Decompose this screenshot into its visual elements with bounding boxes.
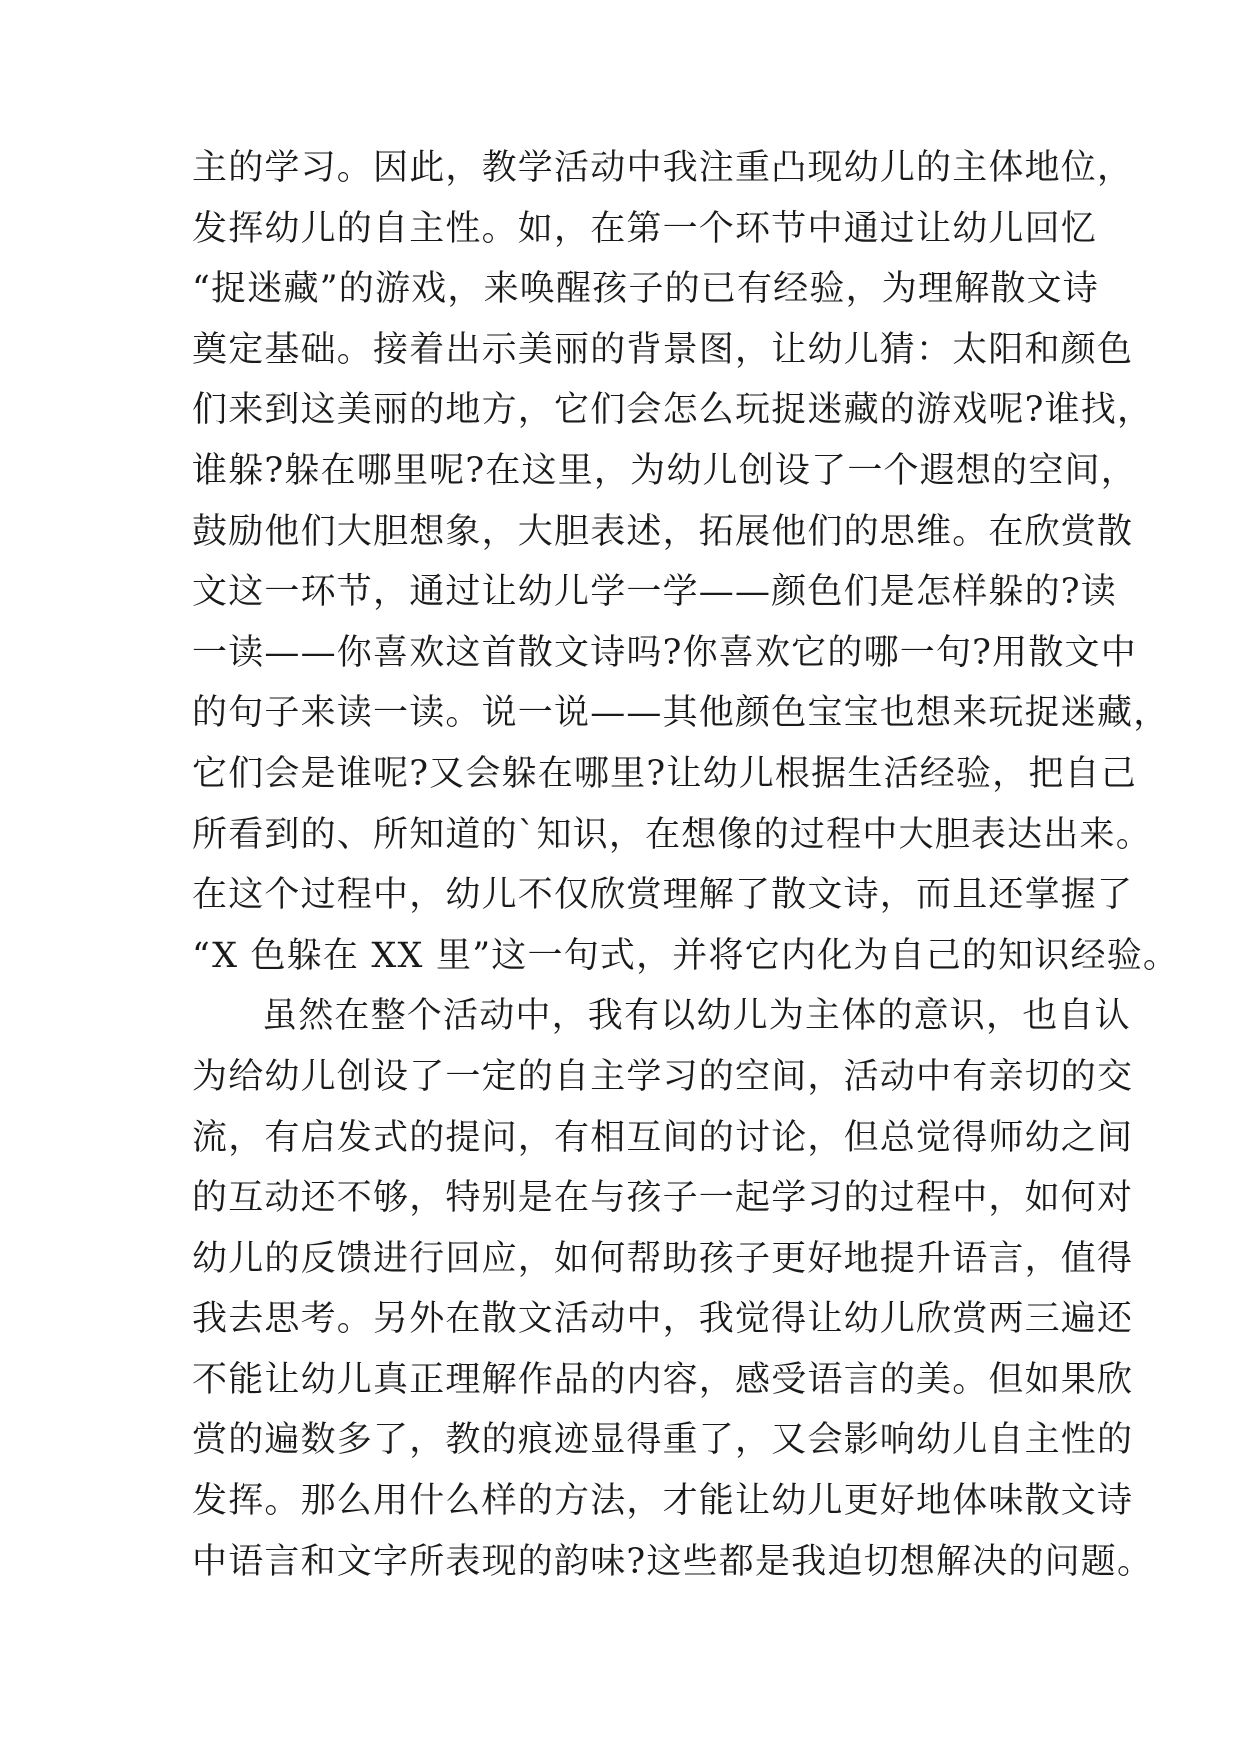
text-line: 为给幼儿创设了一定的自主学习的空间，活动中有亲切的交 xyxy=(192,1056,1134,1097)
text-line: 所看到的、所知道的`知识，在想像的过程中大胆表达出来。 xyxy=(192,814,1152,855)
text-line: 发挥。那么用什么样的方法，才能让幼儿更好地体味散文诗 xyxy=(192,1481,1134,1522)
text-line: 幼儿的反馈进行回应，如何帮助孩子更好地提升语言，值得 xyxy=(192,1238,1134,1279)
text-line: 赏的遍数多了，教的痕迹显得重了，又会影响幼儿自主性的 xyxy=(192,1420,1134,1461)
text-line: 我去思考。另外在散文活动中，我觉得让幼儿欣赏两三遍还 xyxy=(192,1299,1134,1340)
text-line: 流，有启发式的提问，有相互间的讨论，但总觉得师幼之间 xyxy=(192,1117,1134,1158)
text-line: 们来到这美丽的地方，它们会怎么玩捉迷藏的游戏呢?谁找， xyxy=(192,390,1154,431)
text-line: 主的学习。因此，教学活动中我注重凸现幼儿的主体地位， xyxy=(192,148,1134,188)
paragraph-first-line: 虽然在整个活动中，我有以幼儿为主体的意识，也自认 xyxy=(262,996,1131,1037)
text-line: 它们会是谁呢?又会躲在哪里?让幼儿根据生活经验，把自己 xyxy=(192,753,1137,794)
text-line: 中语言和文字所表现的韵味?这些都是我迫切想解决的问题。 xyxy=(192,1541,1154,1582)
text-line: 在这个过程中，幼儿不仅欣赏理解了散文诗，而且还掌握了 xyxy=(192,875,1134,916)
text-line: 谁躲?躲在哪里呢?在这里，为幼儿创设了一个遐想的空间， xyxy=(192,450,1137,491)
body-text xyxy=(192,138,1180,1592)
text-line: 一读——你喜欢这首散文诗吗?你喜欢它的哪一句?用散文中 xyxy=(192,632,1137,673)
text-line: 奠定基础。接着出示美丽的背景图，让幼儿猜：太阳和颜色 xyxy=(192,329,1134,370)
text-line: 发挥幼儿的自主性。如，在第一个环节中通过让幼儿回忆 xyxy=(192,208,1098,249)
text-line: 鼓励他们大胆想象，大胆表述，拓展他们的思维。在欣赏散 xyxy=(192,511,1134,552)
text-line: 不能让幼儿真正理解作品的内容，感受语言的美。但如果欣 xyxy=(192,1359,1134,1400)
text-line: 的句子来读一读。说一说——其他颜色宝宝也想来玩捉迷藏， xyxy=(192,693,1170,734)
text-line: 文这一环节，通过让幼儿学一学——颜色们是怎样躲的?读 xyxy=(192,572,1117,613)
text-line: 的互动还不够，特别是在与孩子一起学习的过程中，如何对 xyxy=(192,1178,1134,1219)
text-line: “捉迷藏”的游戏，来唤醒孩子的已有经验，为理解散文诗 xyxy=(192,269,1099,310)
text-line: “X 色躲在 XX 里”这一句式，并将它内化为自己的知识经验。 xyxy=(192,935,1180,976)
